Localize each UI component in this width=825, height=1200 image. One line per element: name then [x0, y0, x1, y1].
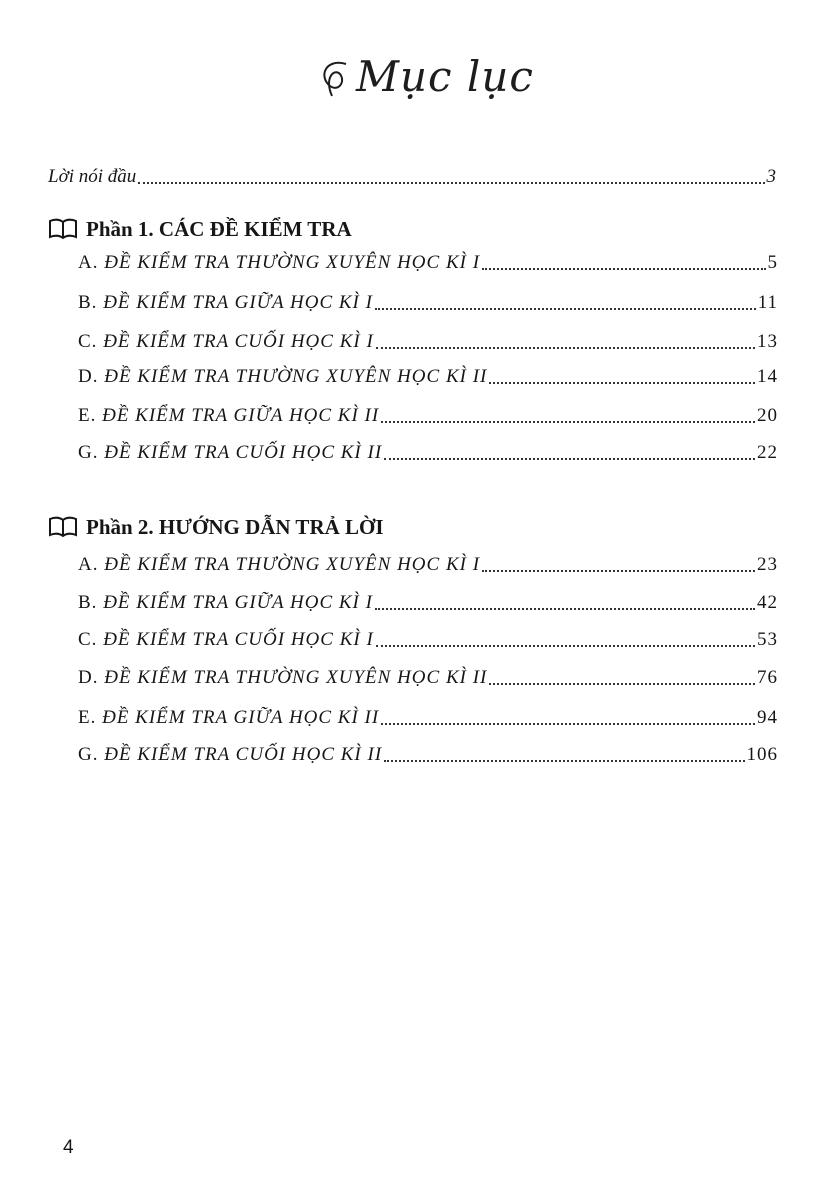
flourish-ornament-icon [316, 56, 356, 106]
toc-page-number: 14 [757, 366, 778, 387]
section-heading-text: Phần 1. CÁC ĐỀ KIỂM TRA [86, 216, 352, 241]
toc-page-number: 23 [757, 554, 778, 575]
section-heading-text: Phần 2. HƯỚNG DẪN TRẢ LỜI [86, 514, 384, 539]
item-title: ĐỀ KIỂM TRA GIỮA HỌC KÌ I [103, 592, 373, 613]
dot-leader [381, 421, 755, 423]
item-letter: E. [78, 707, 97, 728]
item-letter: C. [78, 331, 98, 352]
item-letter: C. [78, 629, 98, 650]
dot-leader [482, 570, 755, 572]
dot-leader [375, 608, 755, 610]
dot-leader [489, 683, 755, 685]
dot-leader [381, 723, 755, 725]
toc-row[interactable] [78, 707, 778, 729]
toc-page-number: 11 [757, 292, 778, 313]
item-letter: B. [78, 592, 98, 613]
section-heading-1 [48, 216, 352, 242]
item-letter: B. [78, 292, 98, 313]
dot-leader [376, 347, 755, 349]
item-letter: A. [78, 252, 99, 273]
item-title: ĐỀ KIỂM TRA CUỐI HỌC KÌ II [104, 744, 383, 765]
toc-row[interactable] [78, 331, 778, 353]
dot-leader [384, 760, 744, 762]
toc-page-number: 53 [757, 629, 778, 650]
item-title: ĐỀ KIỂM TRA GIỮA HỌC KÌ II [102, 405, 380, 426]
item-title: ĐỀ KIỂM TRA THƯỜNG XUYÊN HỌC KÌ II [104, 366, 488, 387]
open-book-icon [48, 516, 78, 538]
toc-row[interactable] [78, 292, 778, 314]
toc-page-number: 106 [746, 744, 778, 765]
item-letter: D. [78, 366, 99, 387]
toc-page-number: 5 [767, 252, 778, 273]
page-number: 4 [63, 1137, 74, 1158]
page-title [330, 52, 534, 101]
toc-page-number: 94 [757, 707, 778, 728]
toc-row[interactable] [78, 366, 778, 388]
item-title: ĐỀ KIỂM TRA GIỮA HỌC KÌ II [102, 707, 380, 728]
toc-row[interactable] [78, 405, 778, 427]
item-title: ĐỀ KIỂM TRA CUỐI HỌC KÌ I [103, 331, 374, 352]
item-title: ĐỀ KIỂM TRA CUỐI HỌC KÌ II [104, 442, 383, 463]
toc-page-number: 20 [757, 405, 778, 426]
toc-label: Lời nói đầu [48, 166, 137, 187]
dot-leader [376, 645, 755, 647]
open-book-icon [48, 218, 78, 240]
item-title: ĐỀ KIỂM TRA THƯỜNG XUYÊN HỌC KÌ I [104, 554, 481, 575]
toc-page-number: 3 [766, 166, 776, 187]
toc-row-intro[interactable] [48, 166, 776, 188]
item-title: ĐỀ KIỂM TRA CUỐI HỌC KÌ I [103, 629, 374, 650]
toc-page-number: 22 [757, 442, 778, 463]
toc-row[interactable] [78, 554, 778, 576]
item-letter: G. [78, 744, 99, 765]
section-heading-2 [48, 514, 384, 540]
toc-row[interactable] [78, 744, 778, 766]
dot-leader [384, 458, 755, 460]
item-title: ĐỀ KIỂM TRA GIỮA HỌC KÌ I [103, 292, 373, 313]
item-letter: G. [78, 442, 99, 463]
dot-leader [375, 308, 756, 310]
toc-page-number: 76 [757, 667, 778, 688]
page-title-text: Mục lục [356, 52, 534, 101]
toc-row[interactable] [78, 252, 778, 274]
toc-row[interactable] [78, 592, 778, 614]
dot-leader [138, 182, 764, 184]
toc-row[interactable] [78, 629, 778, 651]
toc-row[interactable] [78, 442, 778, 464]
item-letter: D. [78, 667, 99, 688]
dot-leader [489, 382, 755, 384]
item-title: ĐỀ KIỂM TRA THƯỜNG XUYÊN HỌC KÌ II [104, 667, 488, 688]
toc-page-number: 13 [757, 331, 778, 352]
dot-leader [482, 268, 765, 270]
item-letter: A. [78, 554, 99, 575]
item-title: ĐỀ KIỂM TRA THƯỜNG XUYÊN HỌC KÌ I [104, 252, 481, 273]
toc-row[interactable] [78, 667, 778, 689]
toc-page-number: 42 [757, 592, 778, 613]
item-letter: E. [78, 405, 97, 426]
